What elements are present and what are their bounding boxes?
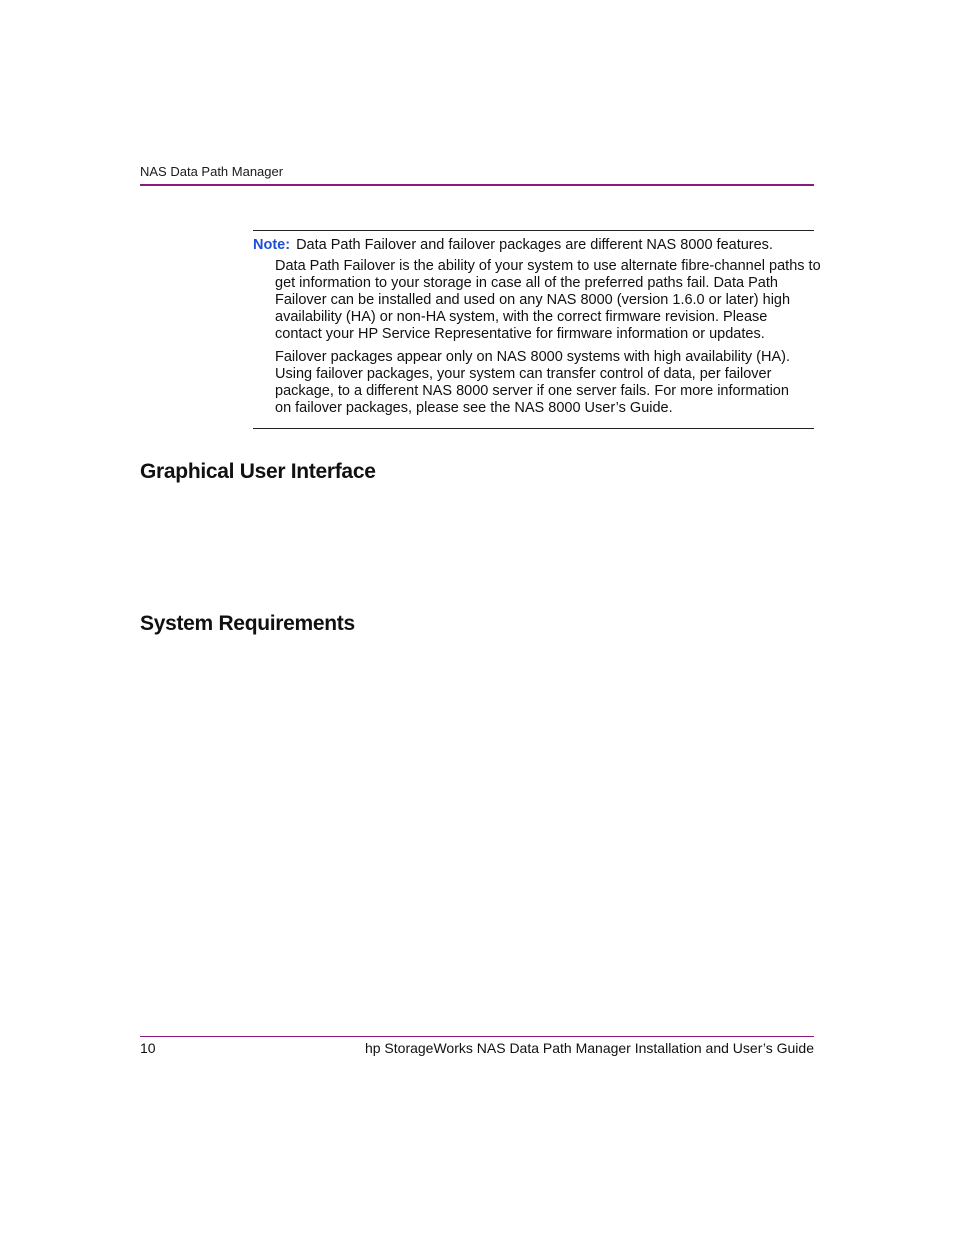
note-line: contact your HP Service Representative for firmware information or updates. xyxy=(275,326,765,342)
note-line: Failover packages appear only on NAS 8000 systems with high availability (HA). xyxy=(275,349,790,365)
note-line: Failover can be installed and used on any NAS 8000 (version 1.6.0 or later) high xyxy=(275,292,791,308)
note-line: package, to a different NAS 8000 server if one server fails. For more information xyxy=(275,383,789,399)
note-paragraph-data-path-failover xyxy=(275,258,821,343)
note-line: Data Path Failover is the ability of your system to use alternate fibre-channel paths to xyxy=(275,258,821,274)
page-number: 10 xyxy=(140,1040,156,1056)
note-line: get information to your storage in case all of the preferred paths fail. Data Path xyxy=(275,275,778,291)
footer-rule xyxy=(140,1036,814,1037)
note-first-line xyxy=(253,236,773,254)
footer-book-title: hp StorageWorks NAS Data Path Manager Installation and User’s Guide xyxy=(364,1040,814,1056)
note-line: on failover packages, please see the NAS 8000 User’s Guide. xyxy=(275,400,673,416)
note-box xyxy=(253,230,821,429)
note-line: availability (HA) or non-HA system, with the correct firmware revision. Please xyxy=(275,309,768,325)
note-intro: Data Path Failover and failover packages are different NAS 8000 features. xyxy=(296,237,773,253)
note-paragraph-failover-packages xyxy=(275,349,815,417)
heading-system-requirements: System Requirements xyxy=(140,612,355,635)
running-header: NAS Data Path Manager xyxy=(140,164,284,179)
header-rule xyxy=(140,184,814,186)
note-label: Note: xyxy=(253,237,291,253)
note-line: Using failover packages, your system can transfer control of data, per failover xyxy=(275,366,772,382)
heading-graphical-user-interface: Graphical User Interface xyxy=(140,460,376,483)
